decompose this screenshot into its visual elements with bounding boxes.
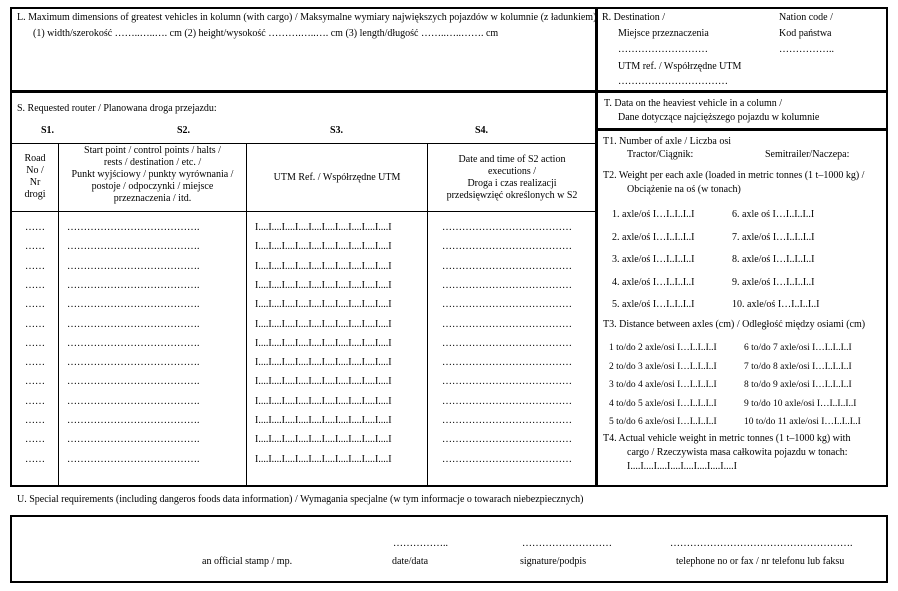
col-header-utm: UTM Ref. / Współrzędne UTM xyxy=(273,172,401,183)
footer-box xyxy=(10,515,888,583)
nation-code-label-pl: Kod państwa xyxy=(779,28,832,39)
route-points-field[interactable]: …………………………………. xyxy=(67,280,200,291)
utm-ref-field[interactable]: I....I....I....I....I....I....I....I....I....I....I xyxy=(255,415,392,426)
stamp-label: an official stamp / mp. xyxy=(202,556,293,567)
utm-ref-field[interactable]: I....I....I....I....I....I....I....I....I....I....I xyxy=(255,376,392,387)
datetime-field[interactable]: ………………………………… xyxy=(442,280,572,291)
utm-ref-field[interactable]: I....I....I....I....I....I....I....I....I....I....I xyxy=(255,396,392,407)
destination-label-pl: Miejsce przeznaczenia xyxy=(618,28,709,39)
route-points-field[interactable]: …………………………………. xyxy=(67,338,200,349)
utm-ref-field[interactable]: I....I....I....I....I....I....I....I....I....I....I xyxy=(255,338,392,349)
axle-weight-field[interactable]: 10. axle/oś I…I..I..I..I xyxy=(732,299,820,310)
datetime-field[interactable]: ………………………………… xyxy=(442,338,572,349)
route-points-field[interactable]: …………………………………. xyxy=(67,415,200,426)
road-number-field[interactable]: …… xyxy=(25,299,45,310)
datetime-field[interactable]: ………………………………… xyxy=(442,434,572,445)
col-header-points: Start point / control points / halts / rests / destination / etc. / Punkt wyjściowy / punkty wyrównania / postoje / odpoczynki / miejsce przeznaczenia / itd. xyxy=(71,145,234,204)
telephone-field[interactable]: ………………………………………………. xyxy=(670,538,853,549)
t1-semitrailer-field[interactable]: Semitrailer/Naczepa: xyxy=(765,149,850,160)
col-id-s4: S4. xyxy=(475,125,489,136)
road-number-field[interactable]: …… xyxy=(25,434,45,445)
road-number-field[interactable]: …… xyxy=(25,241,45,252)
datetime-field[interactable]: ………………………………… xyxy=(442,222,572,233)
utm-ref-dots: …………………………… xyxy=(618,76,728,87)
t4-weight-field[interactable]: I....I....I....I....I....I....I....I....I xyxy=(627,461,737,472)
col-id-s3: S3. xyxy=(330,125,344,136)
t2-label-pl: Obciążenie na oś (w tonach) xyxy=(627,184,741,195)
road-number-field[interactable]: …… xyxy=(25,319,45,330)
road-number-field[interactable]: …… xyxy=(25,280,45,291)
axle-weight-field[interactable]: 2. axle/oś I…I..I..I..I xyxy=(612,232,695,243)
axle-weight-field[interactable]: 8. axle/oś I…I..I..I..I xyxy=(732,254,815,265)
section-t-title-box xyxy=(596,91,888,130)
axle-distance-field[interactable]: 9 to/do 10 axle/osi I…I..I..I..I xyxy=(744,399,857,409)
datetime-field[interactable]: ………………………………… xyxy=(442,454,572,465)
utm-ref-field[interactable]: I....I....I....I....I....I....I....I....I....I....I xyxy=(255,357,392,368)
t1-tractor-field[interactable]: Tractor/Ciągnik: xyxy=(627,149,694,160)
axle-weight-field[interactable]: 4. axle/oś I…I..I..I..I xyxy=(612,277,695,288)
section-s-title: S. Requested router / Planowana droga przejazdu: xyxy=(17,103,217,114)
table-header-bottom-line xyxy=(11,211,596,212)
section-t-title: T. Data on the heaviest vehicle in a column / xyxy=(604,98,783,109)
col-header-datetime: Date and time of S2 action executions / Droga i czas realizacji przedsięwzięć określonych w S2 xyxy=(446,154,578,201)
datetime-field[interactable]: ………………………………… xyxy=(442,241,572,252)
axle-distance-field[interactable]: 4 to/do 5 axle/osi I…I..I..I..I xyxy=(609,399,717,409)
col-header-road: Road No / Nr drogi xyxy=(24,153,46,200)
utm-ref-field[interactable]: I....I....I....I....I....I....I....I....I....I....I xyxy=(255,261,392,272)
t4-label-pl: cargo / Rzeczywista masa całkowita pojazdu w tonach: xyxy=(627,447,848,458)
axle-weight-field[interactable]: 1. axle/oś I…I..I..I..I xyxy=(612,209,695,220)
road-number-field[interactable]: …… xyxy=(25,357,45,368)
section-u-title: U. Special requirements (including dangeros foods data information) / Wymagania specjalne (w tym informacje o towarach niebezpiecznych) xyxy=(17,494,584,505)
destination-dots: ……………………… xyxy=(618,44,708,55)
route-points-field[interactable]: …………………………………. xyxy=(67,319,200,330)
axle-weight-field[interactable]: 5. axle/oś I…I..I..I..I xyxy=(612,299,695,310)
utm-ref-field[interactable]: I....I....I....I....I....I....I....I....I....I....I xyxy=(255,454,392,465)
destination-label: R. Destination / xyxy=(602,12,666,23)
route-points-field[interactable]: …………………………………. xyxy=(67,357,200,368)
route-points-field[interactable]: …………………………………. xyxy=(67,376,200,387)
t2-label: T2. Weight per each axle (loaded in metric tonnes (1 t–1000 kg) / xyxy=(603,170,865,181)
road-number-field[interactable]: …… xyxy=(25,338,45,349)
section-l-title: L. Maximum dimensions of greatest vehicles in kolumn (with cargo) / Maksymalne wymiary największych pojazdów w kolumnie (z ładunkiem) xyxy=(17,12,597,23)
signature-label: signature/podpis xyxy=(520,556,587,567)
datetime-field[interactable]: ………………………………… xyxy=(442,357,572,368)
utm-ref-field[interactable]: I....I....I....I....I....I....I....I....I....I....I xyxy=(255,299,392,310)
route-points-field[interactable]: …………………………………. xyxy=(67,434,200,445)
route-points-field[interactable]: …………………………………. xyxy=(67,261,200,272)
route-points-field[interactable]: …………………………………. xyxy=(67,396,200,407)
col-id-s2: S2. xyxy=(177,125,191,136)
route-points-field[interactable]: …………………………………. xyxy=(67,299,200,310)
t3-label: T3. Distance between axles (cm) / Odległość między osiami (cm) xyxy=(603,319,866,330)
utm-ref-field[interactable]: I....I....I....I....I....I....I....I....I....I....I xyxy=(255,241,392,252)
table-header-top-line xyxy=(11,143,596,144)
axle-distance-field[interactable]: 8 to/do 9 axle/osi I…I..I..I..I xyxy=(744,380,852,390)
datetime-field[interactable]: ………………………………… xyxy=(442,319,572,330)
datetime-field[interactable]: ………………………………… xyxy=(442,376,572,387)
utm-ref-field[interactable]: I....I....I....I....I....I....I....I....I....I....I xyxy=(255,434,392,445)
utm-ref-field[interactable]: I....I....I....I....I....I....I....I....I....I....I xyxy=(255,280,392,291)
axle-weight-field[interactable]: 7. axle/oś I…I..I..I..I xyxy=(732,232,815,243)
nation-code-dots: …………….. xyxy=(779,44,834,55)
road-number-field[interactable]: …… xyxy=(25,454,45,465)
route-points-field[interactable]: …………………………………. xyxy=(67,454,200,465)
t1-label: T1. Number of axle / Liczba osi xyxy=(603,136,732,147)
axle-distance-field[interactable]: 2 to/do 3 axle/osi I…I..I..I..I xyxy=(609,362,717,372)
section-t-title-pl: Dane dotyczące najcięższego pojazdu w kolumnie xyxy=(618,112,820,123)
datetime-field[interactable]: ………………………………… xyxy=(442,299,572,310)
datetime-field[interactable]: ………………………………… xyxy=(442,415,572,426)
route-points-field[interactable]: …………………………………. xyxy=(67,222,200,233)
utm-ref-field[interactable]: I....I....I....I....I....I....I....I....I....I....I xyxy=(255,319,392,330)
axle-distance-field[interactable]: 10 to/do 11 axle/osi I…I..I..I..I xyxy=(744,417,861,427)
dimensions-line: (1) width/szerokość ……..…..…. cm (2) height/wysokość ……….…..…. cm (3) length/długość ……..…..……. cm xyxy=(33,28,499,39)
signature-field[interactable]: ……………………… xyxy=(522,538,612,549)
road-number-field[interactable]: …… xyxy=(25,376,45,387)
datetime-field[interactable]: ………………………………… xyxy=(442,396,572,407)
axle-weight-field[interactable]: 6. axle oś I…I..I..I..I xyxy=(732,209,815,220)
utm-ref-label: UTM ref. / Współrzędne UTM xyxy=(618,61,742,72)
telephone-label: telephone no or fax / nr telefonu lub faksu xyxy=(676,556,845,567)
axle-weight-field[interactable]: 3. axle/oś I…I..I..I..I xyxy=(612,254,695,265)
axle-distance-field[interactable]: 5 to/do 6 axle/osi I…I..I..I..I xyxy=(609,417,717,427)
road-number-field[interactable]: …… xyxy=(25,415,45,426)
axle-distance-field[interactable]: 6 to/do 7 axle/osi I…I..I..I..I xyxy=(744,343,852,353)
axle-distance-field[interactable]: 3 to/do 4 axle/osi I…I..I..I..I xyxy=(609,380,717,390)
nation-code-label: Nation code / xyxy=(779,12,833,23)
col-divider-2 xyxy=(246,143,247,486)
axle-weight-field[interactable]: 9. axle/oś I…I..I..I..I xyxy=(732,277,815,288)
t4-label: T4. Actual vehicle weight in metric tonnes (1 t–1000 kg) with xyxy=(603,433,851,444)
date-label: date/data xyxy=(392,556,429,567)
utm-ref-field[interactable]: I....I....I....I....I....I....I....I....I....I....I xyxy=(255,222,392,233)
route-points-field[interactable]: …………………………………. xyxy=(67,241,200,252)
road-number-field[interactable]: …… xyxy=(25,261,45,272)
road-number-field[interactable]: …… xyxy=(25,222,45,233)
date-field[interactable]: …………….. xyxy=(393,538,448,549)
road-number-field[interactable]: …… xyxy=(25,396,45,407)
axle-distance-field[interactable]: 1 to/do 2 axle/osi I…I..I..I..I xyxy=(609,343,717,353)
col-id-s1: S1. xyxy=(41,125,55,136)
datetime-field[interactable]: ………………………………… xyxy=(442,261,572,272)
axle-distance-field[interactable]: 7 to/do 8 axle/osi I…I..I..I..I xyxy=(744,362,852,372)
